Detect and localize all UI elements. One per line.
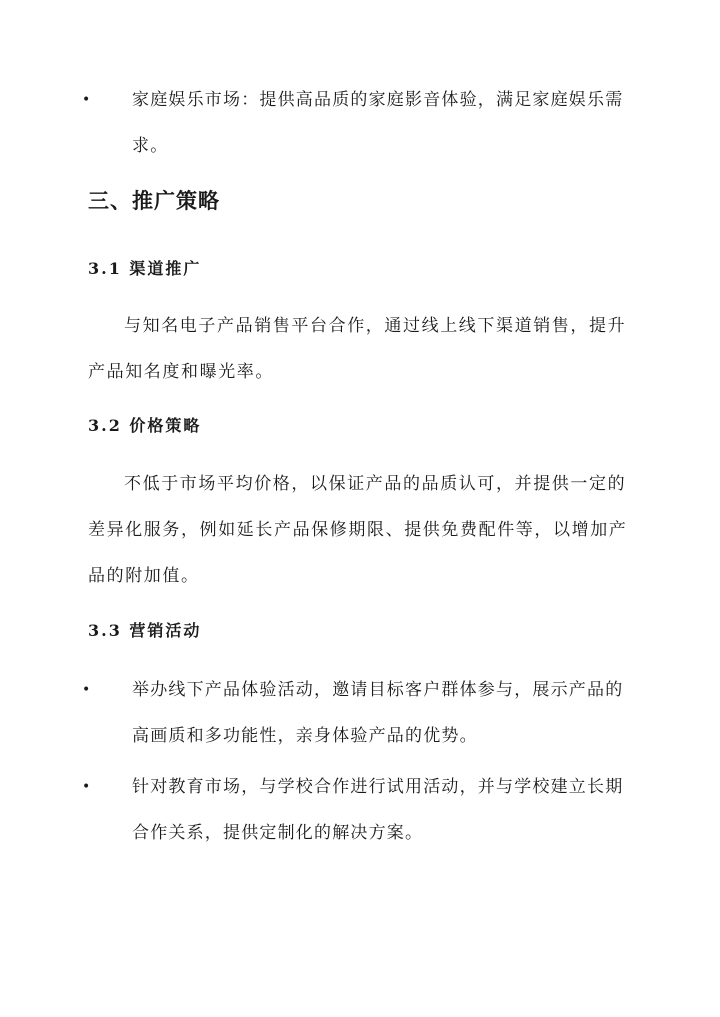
subsection-3-3-heading: 3.3 营销活动: [88, 621, 202, 640]
bullet-text: 举办线下产品体验活动，邀请目标客户群体参与，展示产品的高画质和多功能性，亲身体验产品的优势。: [132, 680, 624, 746]
subsection-3-1-paragraph: 与知名电子产品销售平台合作，通过线上线下渠道销售，提升产品知名度和曝光率。: [88, 316, 627, 382]
bullet-education-market: [82, 764, 628, 856]
bullet-dot: •: [82, 779, 92, 795]
bullet-offline-experience: [82, 667, 628, 759]
bullet-dot: •: [82, 92, 92, 108]
section-3-heading: 三、推广策略: [88, 188, 220, 213]
subsection-3-2-paragraph: 不低于市场平均价格，以保证产品的品质认可，并提供一定的差异化服务，例如延长产品保修期限、提供免费配件等，以增加产品的附加值。: [88, 474, 628, 586]
bullet-text: 家庭娱乐市场：提供高品质的家庭影音体验，满足家庭娱乐需求。: [132, 90, 624, 156]
subsection-3-2-heading: 3.2 价格策略: [88, 416, 202, 435]
subsection-3-1-heading: 3.1 渠道推广: [88, 259, 202, 278]
bullet-dot: •: [82, 682, 92, 698]
bullet-home-entertainment: [82, 77, 628, 169]
bullet-text: 针对教育市场，与学校合作进行试用活动，并与学校建立长期合作关系，提供定制化的解决方案。: [132, 777, 624, 843]
